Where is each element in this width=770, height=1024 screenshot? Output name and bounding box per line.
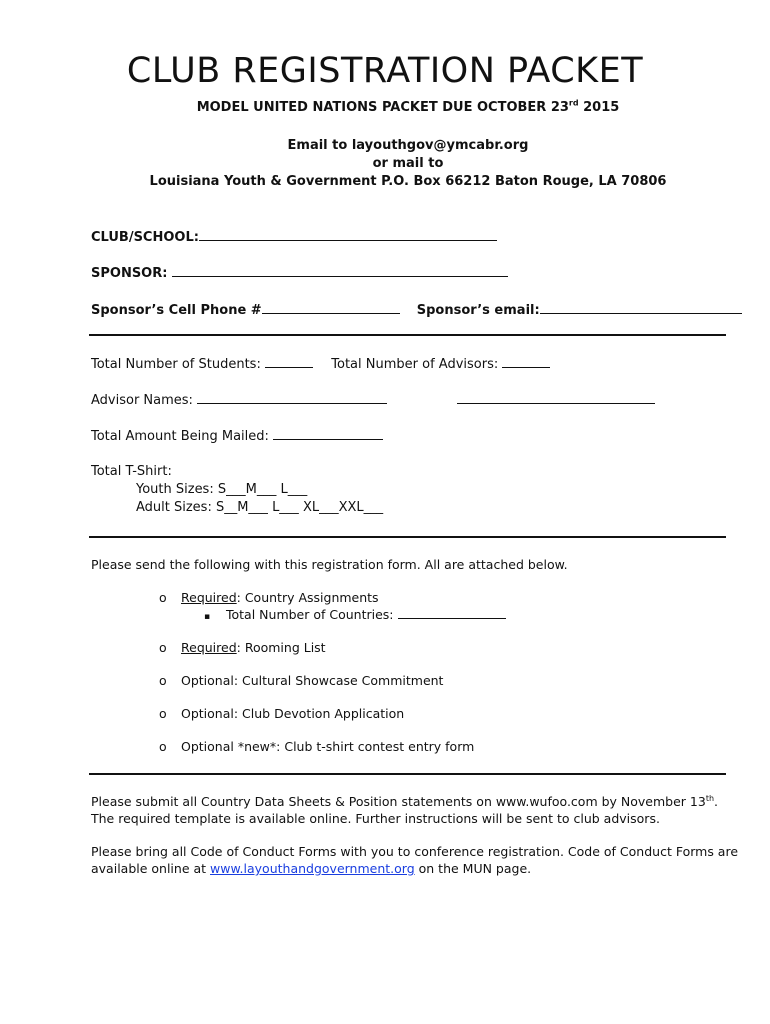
item-text: Optional: Cultural Showcase Commitment	[181, 673, 444, 688]
club-school-blank[interactable]	[199, 227, 497, 241]
item-text: : Rooming List	[236, 640, 326, 655]
advisor-name-blank-1[interactable]	[197, 391, 387, 404]
advisor-name-blank-2[interactable]	[457, 391, 655, 404]
amount-blank[interactable]	[273, 427, 383, 440]
mailing-address: Louisiana Youth & Government P.O. Box 66212 Baton Rouge, LA 70806	[149, 174, 667, 189]
document-title: CLUB REGISTRATION PACKET	[126, 51, 644, 91]
due-date-sup: rd	[568, 98, 579, 108]
item-required-label: Required	[181, 590, 237, 605]
list-item	[159, 672, 443, 689]
countries-label: Total Number of Countries:	[226, 607, 398, 622]
submission-period: .	[714, 794, 719, 809]
conduct-text: Please bring all Code of Conduct Forms with you to conference registration. Code of Conduct Forms are available online at	[91, 844, 739, 876]
conduct-forms-link[interactable]: www.layouthandgovernment.org	[210, 861, 415, 876]
template-text: The required template is available online. Further instructions will be sent to club advisors.	[91, 811, 660, 826]
conduct-paragraph	[91, 843, 751, 877]
sponsor-field	[91, 263, 508, 283]
counts-field	[91, 355, 550, 374]
square-bullet: ▪	[204, 612, 211, 622]
students-blank[interactable]	[265, 355, 313, 368]
sponsor-label: SPONSOR:	[91, 266, 172, 281]
due-date-line	[0, 99, 770, 117]
due-date-text: MODEL UNITED NATIONS PACKET DUE OCTOBER 23	[196, 100, 569, 115]
item-text: Optional: Club Devotion Application	[181, 706, 405, 721]
bullet: o	[159, 706, 167, 721]
conduct-text-end: on the MUN page.	[414, 861, 532, 876]
advisors-label: Total Number of Advisors:	[331, 357, 503, 372]
bullet: o	[159, 590, 167, 605]
list-item	[159, 639, 326, 656]
section-divider-3	[89, 773, 726, 775]
submission-paragraph	[91, 793, 751, 827]
bullet: o	[159, 673, 167, 688]
sponsor-cell-label: Sponsor’s Cell Phone #	[91, 303, 262, 318]
submission-text: Please submit all Country Data Sheets & Position statements on www.wufoo.com by November 13	[91, 794, 706, 809]
sub-list-item	[204, 606, 506, 626]
requirements-intro: Please send the following with this registration form. All are attached below.	[91, 557, 568, 572]
youth-sizes: Youth Sizes: S___M___ L___	[136, 482, 308, 497]
item-text: Optional *new*: Club t-shirt contest entry form	[181, 739, 475, 754]
sponsor-email-label: Sponsor’s email:	[416, 303, 540, 318]
adult-sizes: Adult Sizes: S__M___ L___ XL___XXL___	[136, 500, 384, 515]
list-item	[159, 738, 474, 755]
sponsor-cell-blank[interactable]	[262, 300, 400, 314]
sponsor-blank[interactable]	[172, 263, 508, 277]
club-school-field	[91, 227, 497, 247]
list-item	[159, 705, 404, 722]
section-divider-2	[89, 536, 726, 538]
sponsor-contact-field	[91, 300, 742, 320]
advisor-names-label: Advisor Names:	[91, 393, 198, 408]
advisor-names-field	[91, 391, 655, 410]
bullet: o	[159, 640, 167, 655]
item-required-label: Required	[181, 640, 237, 655]
item-text: : Country Assignments	[236, 590, 379, 605]
email-instruction: Email to layouthgov@ymcabr.org	[287, 138, 529, 153]
list-item	[159, 589, 379, 606]
sponsor-email-blank[interactable]	[540, 300, 742, 314]
amount-field	[91, 427, 383, 446]
due-date-year: 2015	[578, 100, 620, 115]
submission-sup: th	[705, 793, 715, 803]
club-school-label: CLUB/SCHOOL:	[91, 230, 199, 245]
students-label: Total Number of Students:	[91, 357, 265, 372]
or-mail-text: or mail to	[372, 156, 444, 171]
section-divider-1	[89, 334, 726, 336]
advisors-blank[interactable]	[502, 355, 550, 368]
tshirt-label: Total T-Shirt:	[91, 464, 172, 479]
countries-blank[interactable]	[398, 606, 506, 619]
amount-label: Total Amount Being Mailed:	[91, 429, 274, 444]
bullet: o	[159, 739, 167, 754]
